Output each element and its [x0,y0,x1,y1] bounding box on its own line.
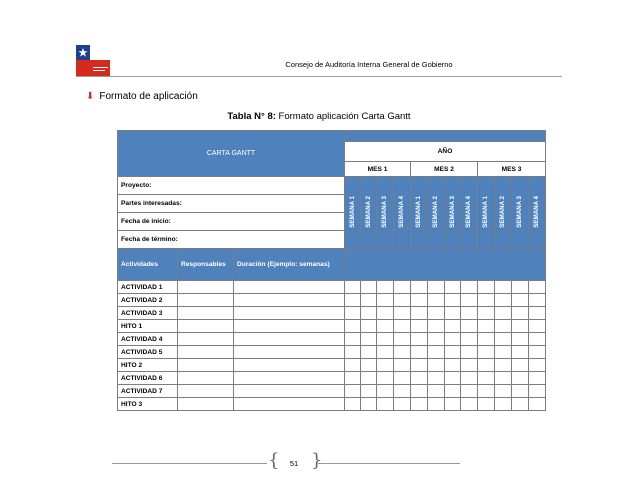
semana-grid-cell [529,359,546,372]
mes-cell [478,162,546,177]
responsables-cell [178,333,234,346]
info-cell-proyecto [118,177,345,195]
semana-grid-cell [361,333,377,346]
semana-grid-cell [411,333,428,346]
semana-grid-cell [495,294,512,307]
semana-grid-cell [345,320,361,333]
semana-grid-cell [478,398,495,411]
semana-grid-cell [529,281,546,294]
col-header-actividades [118,249,178,281]
semana-grid-cell [495,385,512,398]
semana-grid-cell [512,385,529,398]
top-blank-cell [345,131,546,142]
semana-grid-cell [445,398,461,411]
footer-rule-right [318,463,460,464]
duracion-cell [234,385,345,398]
carta-gantt-title-cell [118,131,345,177]
activity-name-cell [118,385,178,398]
semana-grid-cell [445,333,461,346]
semana-label: SEMANA 4 [398,195,405,228]
semana-grid-cell [495,320,512,333]
section-heading [86,91,198,102]
semana-grid-cell [377,359,394,372]
semana-grid-cell [529,333,546,346]
footer-brace-left: { [268,450,280,471]
activity-label: HITO 2 [121,361,143,369]
activity-row [118,281,546,294]
info-cell-partes [118,195,345,213]
semana-grid-cell [512,307,529,320]
duracion-cell [234,281,345,294]
semana-grid-cell [394,333,411,346]
semana-grid-cell [428,281,445,294]
semana-grid-cell [461,281,478,294]
semana-grid-cell [361,385,377,398]
semana-grid-cell [411,398,428,411]
semana-grid-cell [345,333,361,346]
duracion-cell [234,333,345,346]
semana-cell [377,177,394,249]
semana-grid-cell [411,307,428,320]
semana-label: SEMANA 4 [465,195,472,228]
semana-grid-cell [478,359,495,372]
semana-grid-cell [411,320,428,333]
semana-grid-cell [411,294,428,307]
header-divider [76,76,562,77]
anio-cell [345,142,546,162]
semana-grid-cell [461,294,478,307]
semana-grid-cell [495,346,512,359]
col-header-responsables [178,249,234,281]
semana-grid-cell [461,359,478,372]
semana-label: SEMANA 1 [482,195,489,228]
semana-grid-cell [445,359,461,372]
semana-grid-cell [428,398,445,411]
semana-grid-cell [461,320,478,333]
responsables-cell [178,281,234,294]
semana-cell [529,177,546,249]
activity-row [118,372,546,385]
semana-grid-cell [461,307,478,320]
semana-cell [361,177,377,249]
responsables-cell [178,320,234,333]
semana-grid-cell [377,294,394,307]
activity-name-cell [118,294,178,307]
semana-grid-cell [495,307,512,320]
activity-row [118,359,546,372]
semana-grid-cell [377,385,394,398]
activity-row [118,346,546,359]
duracion-cell [234,320,345,333]
semana-label: SEMANA 1 [415,195,422,228]
info-label: Partes interesadas: [121,200,182,207]
footer-rule-left [112,463,267,464]
semana-grid-cell [361,307,377,320]
semana-grid-cell [461,385,478,398]
mes-label: MES 3 [501,165,522,173]
semana-grid-cell [394,372,411,385]
activity-rows [118,281,546,411]
top-spacer-row [118,131,546,142]
semana-cell [445,177,461,249]
duracion-cell [234,307,345,320]
semana-grid-cell [345,359,361,372]
mes-cell [345,162,411,177]
semana-grid-cell [361,281,377,294]
semana-grid-cell [394,294,411,307]
semana-grid-cell [411,385,428,398]
duracion-cell [234,372,345,385]
info-cell-fecha-termino [118,231,345,249]
gantt-table [117,130,546,411]
column-header-row [118,249,546,281]
semana-grid-cell [512,372,529,385]
caption-label: Tabla N° 8: [227,111,276,122]
semana-grid-cell [428,385,445,398]
semana-grid-cell [428,346,445,359]
semana-grid-cell [461,346,478,359]
semana-grid-cell [461,398,478,411]
semana-grid-cell [361,320,377,333]
semana-grid-cell [377,320,394,333]
semana-grid-cell [445,320,461,333]
footer-brace-right: } [311,450,323,471]
duracion-cell [234,294,345,307]
semana-grid-cell [478,294,495,307]
col-header-label: Duración (Ejemplo: semanas) [237,261,330,268]
semana-grid-cell [394,398,411,411]
semana-cell [512,177,529,249]
semana-grid-cell [411,281,428,294]
semana-grid-cell [428,372,445,385]
semana-grid-cell [512,281,529,294]
semana-grid-cell [345,307,361,320]
semana-label: SEMANA 3 [516,195,523,228]
responsables-cell [178,346,234,359]
semana-grid-cell [495,398,512,411]
semana-grid-cell [478,333,495,346]
semana-grid-cell [428,333,445,346]
activity-name-cell [118,359,178,372]
activity-label: HITO 3 [121,400,143,408]
col-header-blank [345,249,546,281]
semana-grid-cell [394,346,411,359]
activity-name-cell [118,333,178,346]
semana-grid-cell [411,372,428,385]
semana-grid-cell [394,359,411,372]
semana-cell [461,177,478,249]
semana-grid-cell [445,385,461,398]
info-label: Proyecto: [121,182,152,189]
semana-grid-cell [512,398,529,411]
activity-row [118,294,546,307]
semana-cell [411,177,428,249]
semana-grid-cell [478,385,495,398]
activity-row [118,320,546,333]
semana-label: SEMANA 2 [364,195,372,228]
semana-label: SEMANA 3 [381,195,388,228]
semana-grid-cell [445,372,461,385]
semana-label: SEMANA 3 [448,195,456,228]
semana-grid-cell [377,346,394,359]
activity-label: HITO 1 [121,322,143,330]
semana-grid-cell [345,398,361,411]
semana-grid-cell [512,359,529,372]
semana-grid-cell [445,294,461,307]
activity-row [118,385,546,398]
semana-grid-cell [529,385,546,398]
semana-grid-cell [445,281,461,294]
semana-grid-cell [478,372,495,385]
activity-name-cell [118,372,178,385]
semana-label: SEMANA 2 [432,195,439,228]
duracion-cell [234,398,345,411]
activity-label: ACTIVIDAD 7 [121,387,163,395]
responsables-cell [178,307,234,320]
col-header-duracion [234,249,345,281]
semana-grid-cell [345,346,361,359]
semana-cell [394,177,411,249]
semana-grid-cell [394,385,411,398]
page-header [0,60,638,69]
semana-grid-cell [529,398,546,411]
semana-grid-cell [377,333,394,346]
semana-cell [495,177,512,249]
semana-grid-cell [394,281,411,294]
semana-cell [478,177,495,249]
semana-grid-cell [377,372,394,385]
activity-row [118,307,546,320]
activity-row [118,333,546,346]
semana-grid-cell [478,346,495,359]
responsables-cell [178,372,234,385]
semana-grid-cell [478,281,495,294]
responsables-cell [178,385,234,398]
page-number: 51 [289,459,299,468]
semana-grid-cell [512,294,529,307]
semana-grid-cell [411,359,428,372]
semana-grid-cell [377,281,394,294]
semana-grid-cell [495,359,512,372]
info-label: Fecha de inicio: [121,218,171,225]
arrow-down-bullet-icon: ⬇ [86,90,95,102]
info-row [118,177,546,195]
semana-grid-cell [478,307,495,320]
semana-grid-cell [394,320,411,333]
carta-gantt-title: CARTA GANTT [206,150,256,157]
semana-grid-cell [495,372,512,385]
semana-grid-cell [345,294,361,307]
info-label: Fecha de término: [121,236,178,243]
col-header-label: Actividades [121,261,159,268]
responsables-cell [178,398,234,411]
semana-cell [428,177,445,249]
semana-grid-cell [495,333,512,346]
activity-name-cell [118,320,178,333]
semana-grid-cell [361,398,377,411]
duracion-cell [234,359,345,372]
activity-name-cell [118,307,178,320]
semana-grid-cell [529,294,546,307]
semana-grid-cell [361,372,377,385]
mes-label: MES 2 [434,165,454,173]
col-header-label: Responsables [181,261,226,268]
activity-label: ACTIVIDAD 6 [121,374,163,382]
mes-cell [411,162,478,177]
section-title: Formato de aplicación [99,91,198,102]
responsables-cell [178,359,234,372]
activity-label: ACTIVIDAD 4 [121,335,163,343]
activity-row [118,398,546,411]
table-caption [0,111,638,122]
caption-text: Formato aplicación Carta Gantt [275,111,411,122]
header-title: Consejo de Auditoría Interna General de Gobierno [285,60,453,69]
activity-label: ACTIVIDAD 5 [121,348,163,356]
semana-grid-cell [428,320,445,333]
semana-grid-cell [428,359,445,372]
responsables-cell [178,294,234,307]
semana-grid-cell [345,385,361,398]
info-cell-fecha-inicio [118,213,345,231]
semana-grid-cell [461,333,478,346]
semana-grid-cell [512,320,529,333]
semana-grid-cell [428,294,445,307]
semana-grid-cell [445,307,461,320]
semana-grid-cell [512,346,529,359]
semana-grid-cell [394,307,411,320]
semana-grid-cell [411,346,428,359]
duracion-cell [234,346,345,359]
semana-grid-cell [377,398,394,411]
semana-grid-cell [495,281,512,294]
semana-grid-cell [512,333,529,346]
activity-label: ACTIVIDAD 1 [121,283,163,291]
semana-grid-cell [529,346,546,359]
semana-grid-cell [529,307,546,320]
activity-label: ACTIVIDAD 3 [121,309,163,317]
semana-label: SEMANA 1 [348,195,356,228]
semana-grid-cell [529,372,546,385]
activity-name-cell [118,281,178,294]
activity-name-cell [118,346,178,359]
semana-grid-cell [361,294,377,307]
semana-grid-cell [445,346,461,359]
semana-grid-cell [461,372,478,385]
semana-grid-cell [345,372,361,385]
semana-grid-cell [529,320,546,333]
anio-label: AÑO [437,148,453,155]
semana-grid-cell [361,346,377,359]
semana-label: SEMANA 4 [533,195,540,228]
semana-grid-cell [345,281,361,294]
semana-grid-cell [478,320,495,333]
activity-name-cell [118,398,178,411]
mes-label: MES 1 [367,165,388,173]
semana-label: SEMANA 2 [499,195,506,228]
activity-label: ACTIVIDAD 2 [121,296,163,304]
semana-grid-cell [361,359,377,372]
semana-grid-cell [428,307,445,320]
semana-cell [345,177,361,249]
semana-grid-cell [377,307,394,320]
